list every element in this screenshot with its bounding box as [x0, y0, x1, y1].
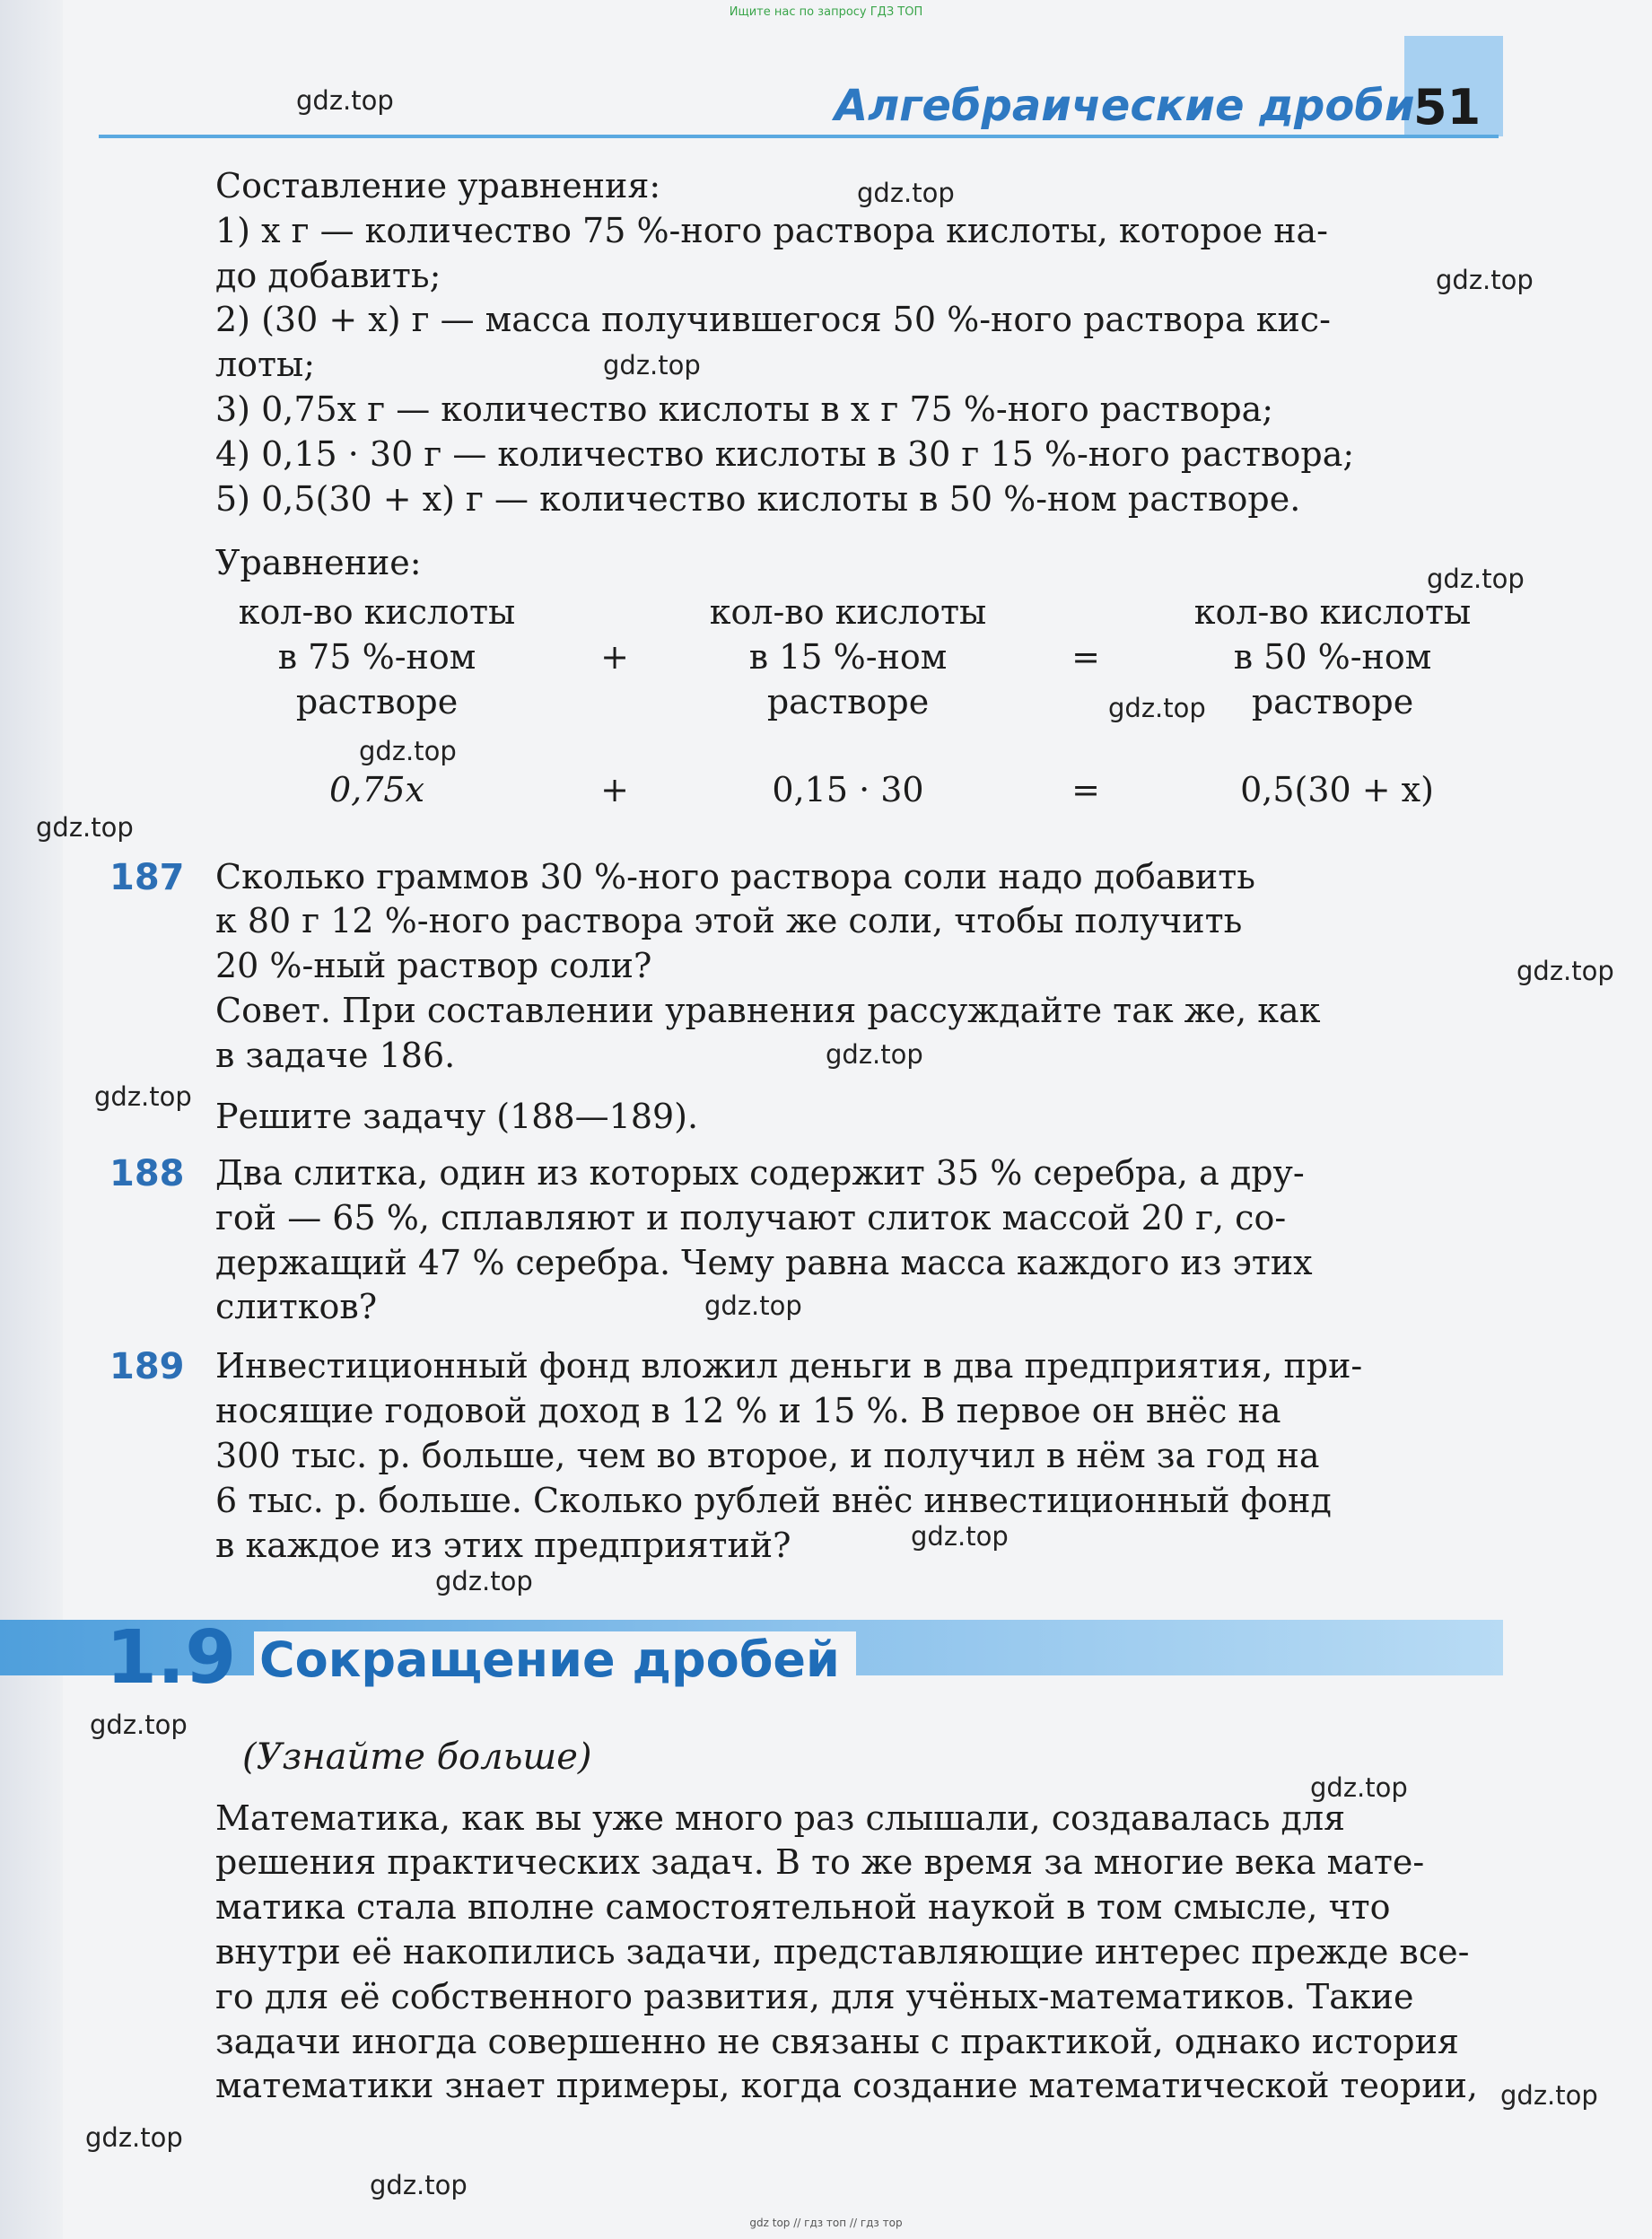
setup-line-5: 3) 0,75x г — количество кислоты в x г 75 %-ного раствора; — [215, 389, 1274, 429]
col2-line3: растворе — [766, 682, 930, 722]
watermark: gdz.top — [296, 85, 394, 116]
equation-heading: Уравнение: — [215, 543, 422, 582]
setup-line-3: 2) (30 + x) г — масса получившегося 50 %-ного раствора кис- — [215, 300, 1331, 339]
p187-hint: Совет. При составлении уравнения рассуждайте так же, как — [215, 991, 1321, 1030]
setup-heading: Составление уравнения: — [215, 166, 661, 206]
setup-line-1: 1) x г — количество 75 %-ного раствора кислоты, которое на- — [215, 211, 1329, 250]
watermark: gdz.top — [857, 178, 955, 208]
expr-1: 0,75x — [328, 770, 425, 809]
page-margin-band — [0, 0, 63, 2239]
watermark: gdz.top — [1427, 564, 1525, 594]
p187-line-3: 20 %-ный раствор соли? — [215, 946, 652, 985]
problem-number-187: 187 — [109, 857, 185, 898]
plus-sign: + — [600, 637, 629, 677]
expr-2: 0,15 · 30 — [772, 770, 924, 809]
p189-line-1: Инвестиционный фонд вложил деньги в два предприятия, при- — [215, 1346, 1363, 1386]
col2-line2: в 15 %-ном — [748, 637, 948, 677]
watermark: gdz.top — [1108, 693, 1206, 723]
p189-line-2: носящие годовой доход в 12 % и 15 %. В первое он внёс на — [215, 1391, 1281, 1430]
col2-line1: кол-во кислоты — [709, 592, 987, 632]
p188-line-1: Два слитка, один из которых содержит 35 % серебра, а дру- — [215, 1153, 1305, 1193]
watermark: gdz.top — [90, 1710, 188, 1740]
p187-line-1: Сколько граммов 30 %-ного раствора соли надо добавить — [215, 857, 1255, 896]
setup-line-7: 5) 0,5(30 + x) г — количество кислоты в 50 %-ном растворе. — [215, 479, 1301, 519]
p188-line-2: гой — 65 %, сплавляют и получают слиток массой 20 г, со- — [215, 1198, 1287, 1238]
chapter-title: Алгебраические дроби — [835, 81, 1415, 131]
watermark: gdz.top — [704, 1290, 802, 1321]
p187-hint-2: в задаче 186. — [215, 1036, 456, 1075]
watermark: gdz.top — [85, 2122, 183, 2153]
para-line-1: Математика, как вы уже много раз слышали, создавалась для — [215, 1798, 1346, 1838]
watermark: gdz.top — [94, 1081, 192, 1112]
p188-line-4: слитков? — [215, 1287, 378, 1326]
watermark: gdz.top — [36, 812, 134, 843]
bottom-banner-link[interactable]: gdz top // гдз топ // гдз тор — [749, 2217, 903, 2229]
para-line-5: го для её собственного развития, для учёных-математиков. Такие — [215, 1977, 1414, 2016]
expr-plus: + — [600, 770, 629, 809]
expr-3: 0,5(30 + x) — [1240, 770, 1434, 809]
problem-number-188: 188 — [109, 1153, 185, 1194]
col3-line3: растворе — [1251, 682, 1414, 722]
watermark: gdz.top — [1517, 956, 1614, 986]
col1-line2: в 75 %-ном — [277, 637, 476, 677]
header-rule — [99, 135, 1499, 138]
setup-line-6: 4) 0,15 · 30 г — количество кислоты в 30 г 15 %-ного раствора; — [215, 434, 1355, 474]
p188-line-3: держащий 47 % серебра. Чему равна масса каждого из этих — [215, 1243, 1313, 1282]
expr-equals: = — [1071, 770, 1100, 809]
watermark: gdz.top — [435, 1566, 533, 1596]
para-line-2: решения практических задач. В то же время за многие века мате- — [215, 1842, 1425, 1882]
col3-line1: кол-во кислоты — [1193, 592, 1472, 632]
section-number: 1.9 — [106, 1615, 237, 1701]
para-line-4: внутри её накопились задачи, представляющие интерес прежде все- — [215, 1932, 1470, 1972]
watermark: gdz.top — [1310, 1772, 1408, 1803]
watermark: gdz.top — [603, 350, 701, 380]
section-title: Сокращение дробей — [254, 1631, 856, 1688]
col1-line3: растворе — [295, 682, 459, 722]
problem-number-189: 189 — [109, 1346, 185, 1387]
page-number: 51 — [1413, 79, 1482, 136]
p189-line-4: 6 тыс. р. больше. Сколько рублей внёс инвестиционный фонд — [215, 1481, 1332, 1520]
watermark: gdz.top — [370, 2170, 468, 2200]
top-banner-link[interactable]: Ищите нас по запросу ГДЗ ТОП — [729, 5, 923, 19]
p189-line-5: в каждое из этих предприятий? — [215, 1526, 791, 1565]
para-line-6: задачи иногда совершенно не связаны с практикой, однако история — [215, 2022, 1459, 2061]
watermark: gdz.top — [826, 1039, 923, 1070]
watermark: gdz.top — [1436, 265, 1534, 295]
col3-line2: в 50 %-ном — [1233, 637, 1432, 677]
section-subtitle: (Узнайте больше) — [242, 1736, 592, 1778]
watermark: gdz.top — [1500, 2080, 1598, 2111]
equals-sign: = — [1071, 637, 1100, 677]
setup-line-2: до добавить; — [215, 256, 441, 295]
p187-line-2: к 80 г 12 %-ного раствора этой же соли, чтобы получить — [215, 901, 1243, 940]
solve-note: Решите задачу (188—189). — [215, 1097, 699, 1136]
p189-line-3: 300 тыс. р. больше, чем во второе, и получил в нём за год на — [215, 1436, 1320, 1475]
col1-line1: кол-во кислоты — [238, 592, 516, 632]
para-line-3: матика стала вполне самостоятельной наукой в том смысле, что — [215, 1887, 1391, 1927]
watermark: gdz.top — [359, 736, 457, 766]
watermark: gdz.top — [911, 1521, 1009, 1552]
setup-line-4: лоты; — [215, 345, 316, 384]
para-line-7: математики знает примеры, когда создание математической теории, — [215, 2066, 1478, 2105]
